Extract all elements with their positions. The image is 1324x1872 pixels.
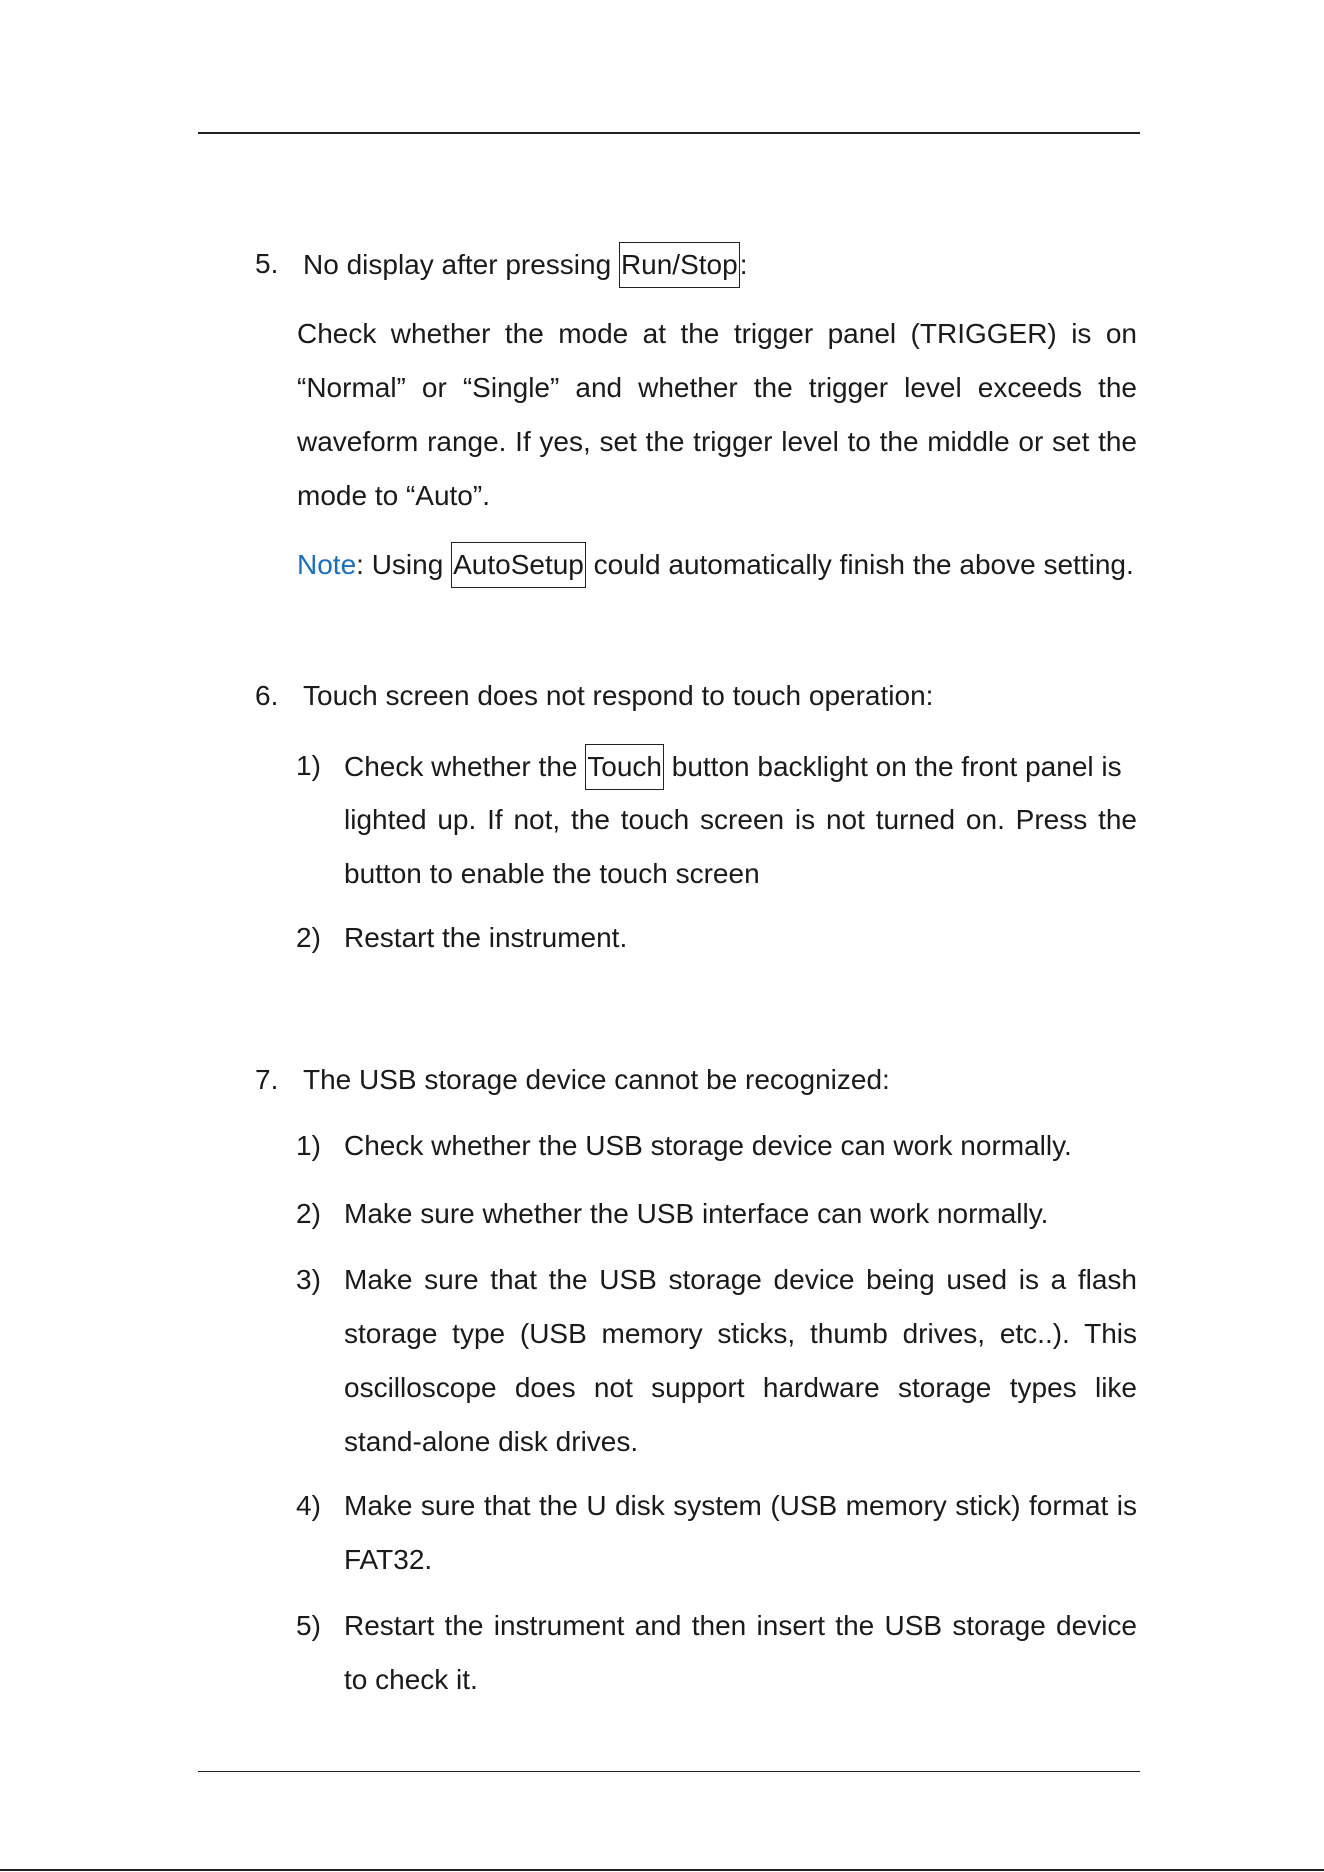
section-6-item-1-line: button to enable the touch screen	[344, 858, 760, 889]
section-7-item-2-number: 2)	[296, 1198, 321, 1229]
heading-text: No display after pressing	[303, 249, 619, 280]
section-7-heading: The USB storage device cannot be recognized:	[303, 1064, 890, 1095]
section-6-item-1-number: 1)	[296, 750, 321, 781]
footer-rule	[198, 1771, 1140, 1772]
note-text-end: could automatically finish the above setting.	[585, 549, 1134, 580]
section-7-item-4-line: FAT32.	[344, 1544, 433, 1575]
section-7-item-3-line: Make sure that the USB storage device being used is a flash	[344, 1264, 1137, 1295]
item-text-end: button backlight on the front panel is	[663, 751, 1122, 782]
section-5-body-line: waveform range. If yes, set the trigger level to the middle or set the	[297, 426, 1137, 457]
section-6-item-2-number: 2)	[296, 922, 321, 953]
autosetup-key: AutoSetup	[451, 542, 586, 588]
section-7-item-4-line: Make sure that the U disk system (USB memory stick) format is	[344, 1490, 1137, 1521]
section-5-number: 5.	[255, 248, 279, 279]
note-label: Note	[297, 549, 357, 580]
section-6-heading: Touch screen does not respond to touch operation:	[303, 680, 934, 711]
section-7-item-2-line: Make sure whether the USB interface can work normally.	[344, 1198, 1049, 1229]
section-7-item-3-number: 3)	[296, 1264, 321, 1295]
section-5-note	[297, 546, 1134, 584]
page-edge-rule	[0, 1869, 1324, 1871]
section-6-number: 6.	[255, 680, 279, 711]
section-6-item-2-line: Restart the instrument.	[344, 922, 628, 953]
header-rule	[198, 132, 1140, 134]
item-text: Check whether the	[344, 751, 586, 782]
section-6-item-1-line: lighted up. If not, the touch screen is not turned on. Press the	[344, 804, 1137, 835]
section-5-body-line: mode to “Auto”.	[297, 480, 490, 511]
touch-key: Touch	[585, 744, 664, 790]
section-7-item-4-number: 4)	[296, 1490, 321, 1521]
note-text: : Using	[356, 549, 452, 580]
section-5-body-line: Check whether the mode at the trigger panel (TRIGGER) is on	[297, 318, 1137, 349]
section-7-item-3-line: stand-alone disk drives.	[344, 1426, 639, 1457]
section-7-number: 7.	[255, 1064, 279, 1095]
run-stop-key: Run/Stop	[619, 242, 740, 288]
section-5-heading	[303, 246, 747, 284]
section-7-item-5-number: 5)	[296, 1610, 321, 1641]
section-7-item-5-line: Restart the instrument and then insert the USB storage device	[344, 1610, 1137, 1641]
section-6-item-1-line	[344, 748, 1122, 786]
section-7-item-3-line: oscilloscope does not support hardware storage types like	[344, 1372, 1137, 1403]
heading-colon: :	[739, 249, 748, 280]
section-7-item-1-line: Check whether the USB storage device can work normally.	[344, 1130, 1072, 1161]
section-7-item-5-line: to check it.	[344, 1664, 478, 1695]
section-7-item-1-number: 1)	[296, 1130, 321, 1161]
section-7-item-3-line: storage type (USB memory sticks, thumb drives, etc..). This	[344, 1318, 1137, 1349]
section-5-body-line: “Normal” or “Single” and whether the trigger level exceeds the	[297, 372, 1137, 403]
